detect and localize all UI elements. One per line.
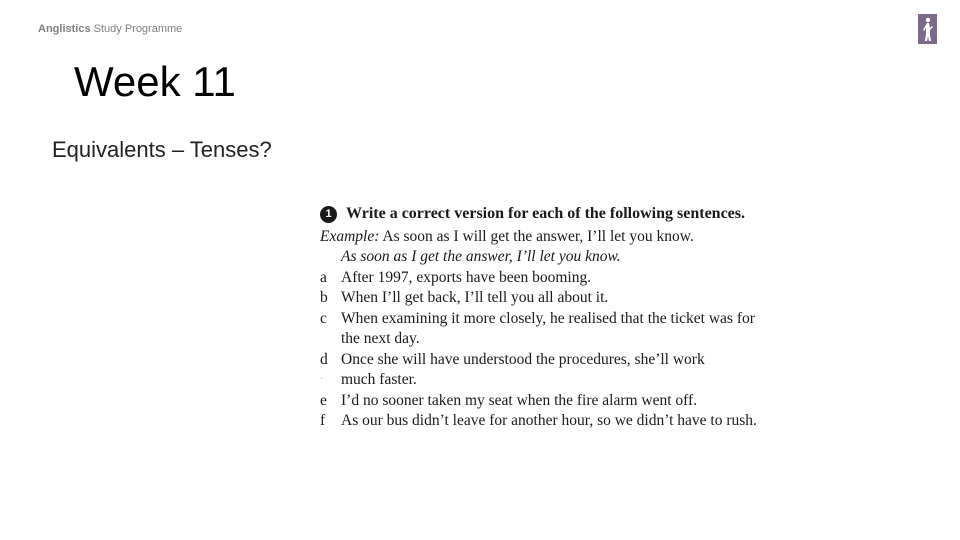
item-letter: c: [320, 309, 327, 327]
exercise-items: [320, 268, 860, 432]
exercise-item: [320, 350, 860, 371]
item-text: When examining it more closely, he realised that the ticket was for: [341, 309, 755, 327]
item-text: I’d no sooner taken my seat when the fire alarm went off.: [341, 391, 698, 409]
example-answer-line: [320, 247, 860, 268]
exercise-heading: [320, 204, 860, 225]
exercise-item: [320, 391, 860, 412]
item-text: When I’ll get back, I’ll tell you all about it.: [341, 289, 609, 306]
item-letter: b: [320, 289, 328, 306]
item-letter: [320, 329, 341, 350]
example-text: As soon as I will get the answer, I’ll let you know.: [382, 227, 694, 245]
exercise-number: 1: [320, 206, 337, 223]
exercise-item: [320, 309, 860, 330]
exercise-item: [320, 268, 860, 289]
item-text: much faster.: [341, 371, 417, 388]
item-text: the next day.: [341, 330, 420, 347]
example-label: Example:: [320, 227, 380, 245]
item-text: After 1997, exports have been booming.: [341, 268, 592, 286]
exercise-item: [320, 288, 860, 309]
exercise-item: [320, 411, 860, 432]
brand-programme: Study Programme: [90, 23, 183, 35]
item-letter: ·: [320, 374, 324, 385]
exercise-instruction: Write a correct version for each of the following sentences.: [346, 205, 746, 222]
exercise-item: [320, 329, 860, 350]
item-text: Once she will have understood the procedures, she’ll work: [341, 350, 705, 368]
example-answer: As soon as I get the answer, I’ll let you know.: [341, 248, 621, 265]
item-letter: a: [320, 268, 327, 286]
item-text: As our bus didn’t leave for another hour, so we didn’t have to rush.: [341, 412, 757, 429]
exercise-item: [320, 370, 860, 391]
example-line: [320, 227, 860, 248]
brand-name: Anglistics: [38, 23, 91, 35]
figure-logo-icon: [918, 14, 937, 44]
item-letter: f: [320, 412, 326, 429]
header-brand: [38, 23, 182, 35]
page-subtitle: Equivalents – Tenses?: [52, 137, 272, 162]
exercise-block: [320, 204, 860, 432]
item-letter: d: [320, 350, 328, 368]
item-letter: e: [320, 391, 327, 409]
page-title: Week 11: [74, 58, 236, 105]
